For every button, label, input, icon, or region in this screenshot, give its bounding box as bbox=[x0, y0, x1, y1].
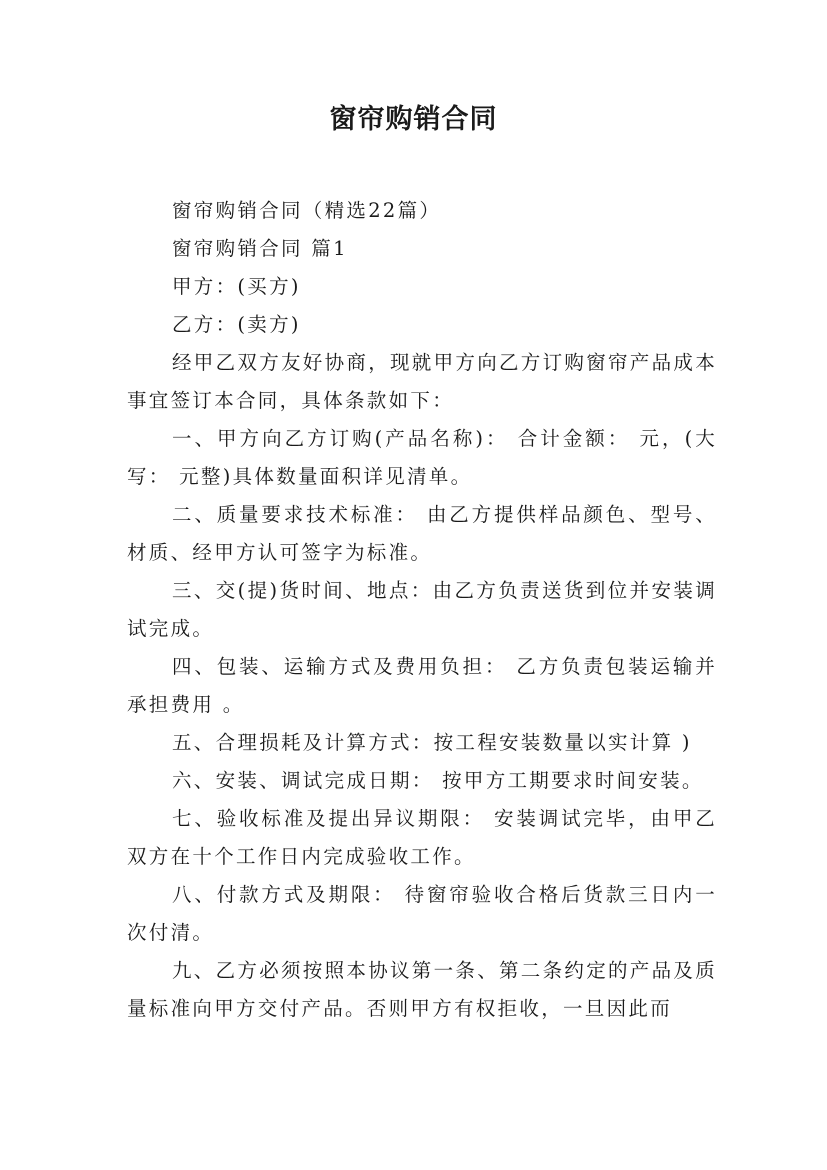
paragraph-clause-8: 八、付款方式及期限： 待窗帘验收合格后货款三日内一次付清。 bbox=[127, 883, 717, 944]
paragraph-preamble: 经甲乙双方友好协商，现就甲方向乙方订购窗帘产品成本事宜签订本合同，具体条款如下： bbox=[127, 351, 718, 412]
document-title: 窗帘购销合同 bbox=[329, 104, 498, 135]
paragraph-party-b: 乙方：(卖方) bbox=[172, 313, 301, 336]
paragraph-clause-5: 五、合理损耗及计算方式：按工程安装数量以实计算 ) bbox=[172, 731, 692, 754]
paragraph-clause-4: 四、包装、运输方式及费用负担： 乙方负责包装运输并承担费用 。 bbox=[127, 655, 717, 716]
paragraph-contract-heading: 窗帘购销合同 篇1 bbox=[172, 237, 348, 260]
paragraph-clause-1: 一、甲方向乙方订购(产品名称)： 合计金额： 元，(大写： 元整)具体数量面积详见清单。 bbox=[127, 427, 717, 488]
paragraph-clause-9: 九、乙方必须按照本协议第一条、第二条约定的产品及质量标准向甲方交付产品。否则甲方有权拒收，一旦因此而 bbox=[127, 959, 718, 1020]
paragraph-clause-2: 二、质量要求技术标准： 由乙方提供样品颜色、型号、材质、经甲方认可签字为标准。 bbox=[127, 503, 717, 564]
paragraph-clause-7: 七、验收标准及提出异议期限： 安装调试完毕，由甲乙双方在十个工作日内完成验收工作。 bbox=[127, 807, 717, 868]
paragraph-clause-6: 六、安装、调试完成日期： 按甲方工期要求时间安装。 bbox=[172, 769, 704, 792]
paragraph-party-a: 甲方：(买方) bbox=[172, 275, 301, 298]
document-body bbox=[127, 192, 717, 1028]
paragraph-clause-3: 三、交(提)货时间、地点：由乙方负责送货到位并安装调试完成。 bbox=[127, 579, 717, 640]
paragraph-collection-title: 窗帘购销合同（精选22篇） bbox=[172, 199, 442, 222]
